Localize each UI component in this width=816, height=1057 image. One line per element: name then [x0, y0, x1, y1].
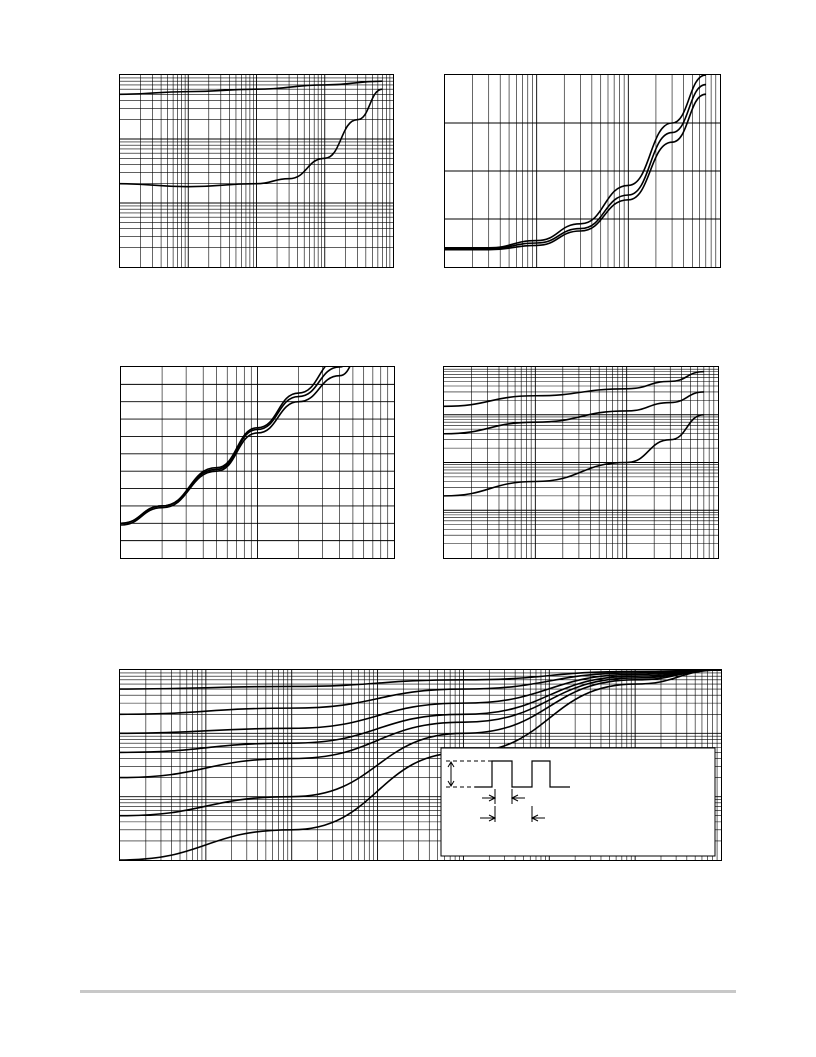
chart-2 — [444, 74, 721, 268]
chart-3-series-3 — [121, 367, 364, 525]
chart-3-series-1 — [121, 367, 364, 523]
chart-1-svg — [120, 75, 393, 267]
chart-4-svg — [444, 367, 718, 558]
chart-1-series-1 — [120, 81, 382, 94]
chart-5-svg — [120, 670, 721, 860]
chart-2-series-1 — [445, 75, 706, 248]
chart-1 — [119, 74, 394, 268]
chart-4-series-2 — [444, 392, 704, 434]
chart-1-series-2 — [120, 89, 382, 186]
chart-3-series-2 — [121, 367, 364, 523]
chart-2-svg — [445, 75, 720, 267]
chart-3 — [120, 366, 395, 559]
chart-3-svg — [121, 367, 394, 558]
pulse-waveform-inset — [441, 748, 715, 856]
chart-2-series-3 — [445, 94, 706, 250]
chart-4-series-3 — [444, 415, 704, 496]
chart-5 — [119, 669, 722, 861]
footer-rule — [80, 990, 736, 993]
chart-4-series-1 — [444, 372, 704, 407]
chart-4 — [443, 366, 719, 559]
inset-box — [441, 748, 715, 856]
